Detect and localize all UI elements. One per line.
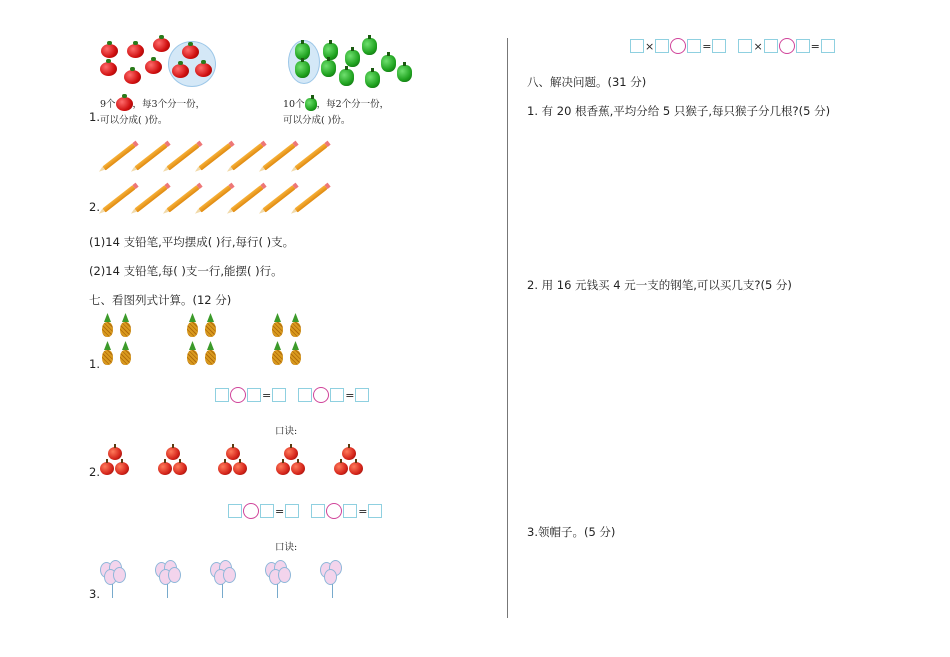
pepper-icon	[397, 65, 412, 82]
balloon-icon	[223, 567, 236, 583]
answer-box[interactable]	[712, 39, 726, 53]
balloon-string	[222, 584, 223, 598]
answer-box[interactable]	[311, 504, 325, 518]
equals-sign: =	[262, 388, 272, 402]
apple-icon	[342, 447, 356, 460]
pineapple-icon	[187, 350, 198, 365]
pencil-question-1: (1)14 支铅笔,平均摆成( )行,每行( )支。	[89, 235, 295, 249]
apple-icon	[226, 447, 240, 460]
pencil-question-2: (2)14 支铅笔,每( )支一行,能摆( )行。	[89, 264, 283, 278]
answer-box[interactable]	[368, 504, 382, 518]
operator-circle[interactable]	[313, 387, 329, 403]
tomato-caption-line1	[100, 96, 205, 112]
tomato-icon	[127, 44, 144, 58]
equals-sign: =	[275, 504, 285, 518]
answer-box[interactable]	[228, 504, 242, 518]
apple-icon	[233, 462, 247, 475]
pineapple-icon	[272, 350, 283, 365]
apple-icon	[218, 462, 232, 475]
pepper-icon	[295, 61, 310, 78]
pencil-icon	[198, 143, 231, 170]
tomato-icon	[195, 63, 212, 77]
answer-box[interactable]	[630, 39, 644, 53]
pineapple-icon	[102, 350, 113, 365]
caption-text: ，每2个分一份，	[316, 99, 390, 110]
koujue-label: 口诀:	[275, 542, 298, 553]
tomato-icon	[124, 70, 141, 84]
pepper-icon	[381, 55, 396, 72]
equation-row-3	[630, 38, 835, 54]
tomato-icon	[100, 62, 117, 76]
question-number: 3.	[89, 587, 100, 601]
answer-box[interactable]	[247, 388, 261, 402]
operator-circle[interactable]	[779, 38, 795, 54]
question-number: 1.	[89, 110, 100, 124]
pencil-icon	[294, 185, 327, 212]
pencil-icon	[262, 185, 295, 212]
pencil-icon	[134, 143, 167, 170]
apple-icon	[349, 462, 363, 475]
pineapple-icon	[205, 322, 216, 337]
answer-box[interactable]	[343, 504, 357, 518]
pencil-icon	[102, 143, 135, 170]
question-number: 1.	[89, 357, 100, 371]
balloon-string	[167, 584, 168, 598]
balloon-string	[332, 584, 333, 598]
answer-box[interactable]	[215, 388, 229, 402]
apple-icon	[108, 447, 122, 460]
tomato-icon	[116, 97, 133, 111]
pineapple-icon	[120, 322, 131, 337]
pencil-icon	[262, 143, 295, 170]
answer-box[interactable]	[655, 39, 669, 53]
apple-icon	[115, 462, 129, 475]
pineapple-icon	[272, 322, 283, 337]
pencil-icon	[134, 185, 167, 212]
question-number: 2.	[89, 200, 100, 214]
question-number: 2.	[89, 465, 100, 479]
answer-box[interactable]	[330, 388, 344, 402]
equation-row-2	[228, 503, 382, 519]
tomato-icon	[182, 45, 199, 59]
caption-text: 9个	[100, 99, 116, 110]
caption-text: 10个	[283, 99, 305, 110]
pineapple-icon	[120, 350, 131, 365]
apple-icon	[334, 462, 348, 475]
pineapple-icon	[102, 322, 113, 337]
tomato-icon	[145, 60, 162, 74]
answer-box[interactable]	[764, 39, 778, 53]
pencil-icon	[102, 185, 135, 212]
tomato-icon	[153, 38, 170, 52]
koujue-label: 口诀:	[275, 426, 298, 437]
answer-box[interactable]	[355, 388, 369, 402]
section-7-title: 七、看图列式计算。(12 分)	[89, 293, 232, 307]
times-sign: ×	[645, 39, 655, 53]
pencil-icon	[166, 185, 199, 212]
operator-circle[interactable]	[230, 387, 246, 403]
pepper-icon	[365, 71, 380, 88]
answer-box[interactable]	[272, 388, 286, 402]
problem-2: 2. 用 16 元钱买 4 元一支的钢笔,可以买几支?(5 分)	[527, 278, 792, 292]
tomato-icon	[172, 64, 189, 78]
operator-circle[interactable]	[326, 503, 342, 519]
times-sign: ×	[753, 39, 763, 53]
apple-icon	[100, 462, 114, 475]
pepper-caption-line1	[283, 96, 389, 111]
pencil-icon	[294, 143, 327, 170]
problem-1: 1. 有 20 根香蕉,平均分给 5 只猴子,每只猴子分几根?(5 分)	[527, 104, 831, 118]
pepper-icon	[345, 50, 360, 67]
pineapple-icon	[290, 322, 301, 337]
pencil-icon	[230, 143, 263, 170]
apple-icon	[291, 462, 305, 475]
pepper-icon	[305, 98, 317, 111]
apple-icon	[276, 462, 290, 475]
pencil-icon	[198, 185, 231, 212]
answer-box[interactable]	[738, 39, 752, 53]
equals-sign: =	[358, 504, 368, 518]
balloon-icon	[278, 567, 291, 583]
pineapple-icon	[205, 350, 216, 365]
balloon-string	[112, 584, 113, 598]
balloon-icon	[168, 567, 181, 583]
apple-icon	[166, 447, 180, 460]
pepper-icon	[339, 69, 354, 86]
pepper-icon	[323, 43, 338, 60]
caption-text: ，每3个分一份，	[132, 99, 206, 110]
operator-circle[interactable]	[670, 38, 686, 54]
problem-3: 3.领帽子。(5 分)	[527, 525, 616, 539]
section-8-title: 八、解决问题。(31 分)	[527, 75, 647, 89]
apple-icon	[284, 447, 298, 460]
answer-box[interactable]	[298, 388, 312, 402]
apple-icon	[158, 462, 172, 475]
equation-row-1	[215, 387, 369, 403]
answer-box[interactable]	[260, 504, 274, 518]
pepper-icon	[321, 60, 336, 77]
equals-sign: =	[345, 388, 355, 402]
balloon-icon	[324, 569, 337, 585]
column-divider	[507, 38, 508, 618]
equals-sign: =	[702, 39, 712, 53]
pencil-icon	[166, 143, 199, 170]
tomato-caption-line2: 可以分成( )份。	[100, 115, 168, 126]
answer-box[interactable]	[285, 504, 299, 518]
answer-box[interactable]	[796, 39, 810, 53]
pineapple-icon	[290, 350, 301, 365]
tomato-icon	[101, 44, 118, 58]
answer-box[interactable]	[821, 39, 835, 53]
pencil-icon	[230, 185, 263, 212]
pineapple-icon	[187, 322, 198, 337]
pepper-icon	[362, 38, 377, 55]
answer-box[interactable]	[687, 39, 701, 53]
apple-icon	[173, 462, 187, 475]
equals-sign: =	[810, 39, 820, 53]
operator-circle[interactable]	[243, 503, 259, 519]
balloon-icon	[113, 567, 126, 583]
balloon-string	[277, 584, 278, 598]
pepper-caption-line2: 可以分成( )份。	[283, 115, 351, 126]
